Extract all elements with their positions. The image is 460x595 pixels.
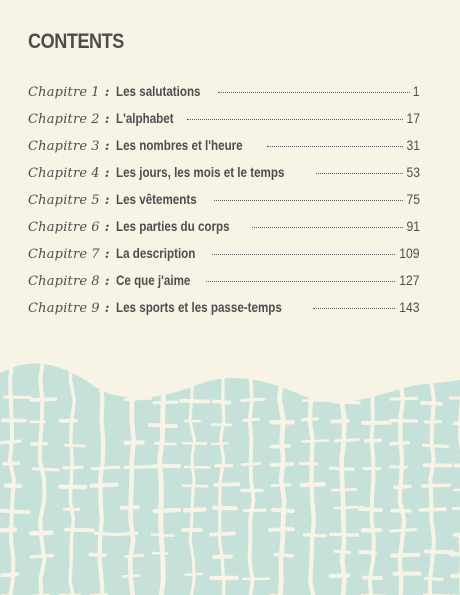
toc-entry[interactable]: Chapitre 2 : L'alphabet 17 <box>28 111 420 127</box>
chapter-number: 1 <box>91 85 100 100</box>
chapter-title: Les nombres et l'heure <box>115 138 243 153</box>
chapter-title: L'alphabet <box>115 111 174 126</box>
chapter-word: Chapitre <box>28 139 88 154</box>
dot-leader <box>252 227 403 228</box>
page-number: 17 <box>406 111 420 126</box>
chapter-word: Chapitre <box>28 220 88 235</box>
dot-leader <box>214 200 403 201</box>
chapter-word: Chapitre <box>28 193 88 208</box>
table-of-contents <box>28 84 420 327</box>
dot-leader <box>218 92 410 93</box>
dot-leader <box>206 281 395 282</box>
chapter-number: 6 <box>91 220 100 235</box>
chapter-number: 8 <box>91 274 100 289</box>
page-number: 31 <box>406 138 420 153</box>
dot-leader <box>187 119 403 120</box>
chapter-title: Les sports et les passe-temps <box>115 300 282 315</box>
chapter-title: Les salutations <box>115 84 201 99</box>
chapter-word: Chapitre <box>28 85 88 100</box>
chapter-number: 3 <box>91 139 100 154</box>
page-title: CONTENTS <box>28 30 124 53</box>
page-number: 109 <box>399 246 420 261</box>
dot-leader <box>316 173 403 174</box>
chapter-number: 4 <box>91 166 100 181</box>
toc-entry[interactable]: Chapitre 6 : Les parties du corps 91 <box>28 219 420 235</box>
chapter-number: 7 <box>91 247 100 262</box>
toc-entry[interactable]: Chapitre 3 : Les nombres et l'heure 31 <box>28 138 420 154</box>
chapter-title: Les vêtements <box>115 192 197 207</box>
dot-leader <box>212 254 395 255</box>
toc-entry[interactable]: Chapitre 7 : La description 109 <box>28 246 420 262</box>
chapter-word: Chapitre <box>28 301 88 316</box>
page-number: 1 <box>413 84 420 99</box>
toc-entry[interactable]: Chapitre 5 : Les vêtements 75 <box>28 192 420 208</box>
chapter-word: Chapitre <box>28 112 88 127</box>
chapter-number: 2 <box>91 112 100 127</box>
page-number: 143 <box>399 300 420 315</box>
toc-entry[interactable]: Chapitre 1 : Les salutations 1 <box>28 84 420 100</box>
chapter-word: Chapitre <box>28 247 88 262</box>
chapter-title: Les jours, les mois et le temps <box>115 165 285 180</box>
page-number: 53 <box>406 165 420 180</box>
chapter-word: Chapitre <box>28 274 88 289</box>
page-number: 127 <box>399 273 420 288</box>
page-number: 91 <box>406 219 420 234</box>
toc-entry[interactable]: Chapitre 8 : Ce que j'aime 127 <box>28 273 420 289</box>
chapter-number: 9 <box>91 301 100 316</box>
chapter-word: Chapitre <box>28 166 88 181</box>
chapter-number: 5 <box>91 193 100 208</box>
toc-entry[interactable]: Chapitre 9 : Les sports et les passe-temps 143 <box>28 300 420 316</box>
dot-leader <box>313 308 396 309</box>
chapter-title: Les parties du corps <box>115 219 230 234</box>
dot-leader <box>267 146 403 147</box>
page-number: 75 <box>406 192 420 207</box>
chapter-title: La description <box>115 246 196 261</box>
chapter-title: Ce que j'aime <box>115 273 191 288</box>
toc-entry[interactable]: Chapitre 4 : Les jours, les mois et le temps 53 <box>28 165 420 181</box>
